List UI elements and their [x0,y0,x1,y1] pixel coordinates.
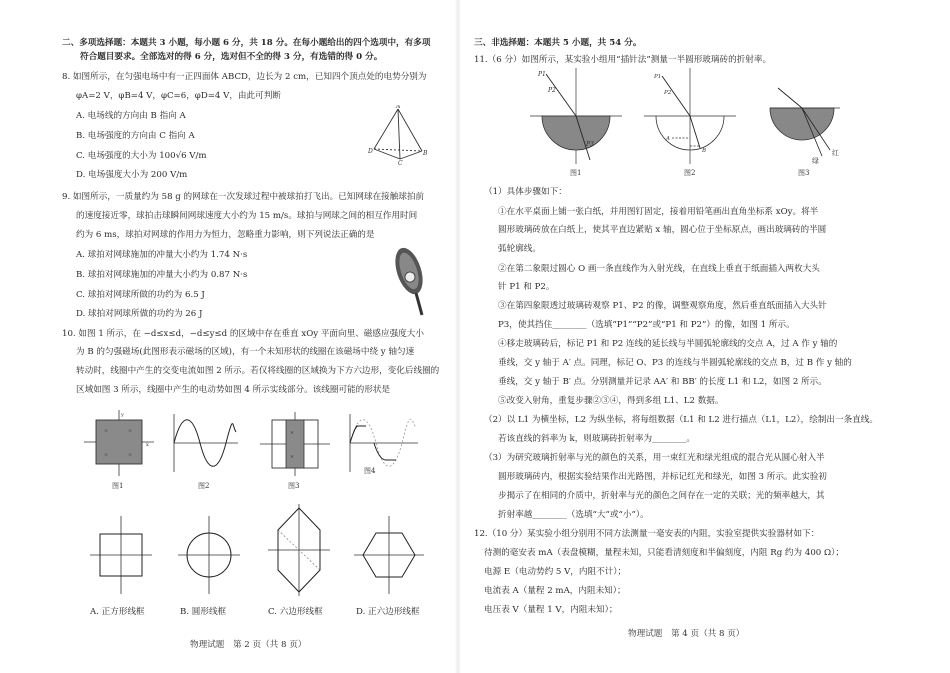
left-line-3: φA=2 V，φB=4 V，φC=6，φD=4 V，由此可判断 [76,91,281,101]
right-line-24: 电压表 V（量程 1 V，内阻未知）； [484,605,618,615]
left-line-18: 区域如图 3 所示，线圈中产生的电动势如图 4 所示实线部分。该线圈可能的形状是 [76,385,391,395]
figure-2-sine-wave [170,412,240,474]
fig11-label-1: 图1 [570,169,582,177]
option-9a: A. 球拍对网球施加的冲量大小约为 1.74 N·s [76,250,248,260]
right-line-16: （3）为研究玻璃折射率与光的颜色的关系，用一束红光和绿光组成的混合光从圆心射入半 [484,453,825,463]
right-line-17: 圆形玻璃砖内，根据实验结果作出光路图，并标记红光和绿光，如图 3 所示。此实验初 [498,472,827,482]
option-8c: C. 电场强度的大小为 100√6 V/m [76,151,207,161]
svg-text:A: A [396,105,401,110]
figure-3-strip-field [258,410,332,478]
svg-text:×: × [104,452,109,458]
page-gutter [455,0,461,673]
option-8b: B. 电场强度的方向由 C 指向 A [76,131,195,141]
svg-text:P1: P1 [538,71,546,78]
figure-1-magnetic-field [82,408,156,478]
svg-text:×: × [290,430,295,436]
tetrahedron-figure [368,105,428,165]
right-line-5: 弧轮廓线。 [498,244,541,254]
right-line-0: 三、非选择题：本题共 5 小题，共 54 分。 [474,38,642,48]
right-line-18: 步揭示了在相同的介质中，折射率与光的颜色之间存在一定的关联；光的频率越大，其 [498,491,825,501]
right-page [462,0,950,673]
option-d-regular-hexagon-coil [352,514,426,596]
refraction-figure-2 [642,68,738,166]
fig-label-3: 图3 [288,482,300,490]
right-line-19: 折射率越________（选填“大”或“小”）。 [498,510,649,520]
right-line-3: ①在水平桌面上铺一张白纸，并用图钉固定，接着用铅笔画出直角坐标系 xOy。将半 [498,207,819,217]
svg-text:B: B [423,150,428,157]
fig-label-4: 图4 [364,467,376,475]
left-line-10: 约为 6 ms，球拍对网球的作用力为恒力，忽略重力影响，则下列说法正确的是 [76,230,375,240]
right-line-21: 待测的毫安表 mA（表盘模糊，量程未知，只能看清刻度和半偏刻度，内阻 Rg 约为 400 Ω）； [484,548,844,558]
fig-label-1: 图1 [112,482,124,490]
right-line-7: 针 P1 和 P2。 [498,282,555,292]
option-a-square-coil [88,514,154,596]
right-line-2: （1）具体步骤如下： [484,187,567,197]
svg-text:×: × [104,428,109,434]
right-line-22: 电源 E（电动势约 5 V，内阻不计）； [484,567,627,577]
left-footer: 物理试题 第 2 页（共 8 页） [190,640,307,650]
right-line-6: ②在第二象限过圆心 O 画一条直线作为入射光线，在直线上垂直于纸面插入两枚大头 [498,264,820,274]
svg-text:B: B [702,148,707,154]
option-8d: D. 电场强度大小为 200 V/m [76,170,188,180]
right-line-1: 11.（6 分）如图所示，某实验小组用“插针法”测量一半圆形玻璃砖的折射率。 [474,55,772,65]
left-line-9: 的速度接近零，球拍击球瞬间网球速度大小约为 15 m/s。球拍与网球之间的相互作用时间 [76,211,418,221]
right-line-13: ⑤改变入射角，重复步骤②③④，得到多组 L1、L2 数据。 [498,396,724,406]
svg-text:P1: P1 [654,74,662,80]
right-line-11: 垂线，交 y 轴于 A′ 点。同理，标记 O、P3 的连线与半圆弧轮廓线的交点 B，过 B 作 y 轴的 [498,358,852,368]
left-line-16: 为 B 的匀强磁场(此图形表示磁场的区域)，有一个未知形状的线圈在该磁场中绕 y 轴匀速 [76,347,415,357]
svg-text:×: × [290,454,295,460]
option-10b: B. 圆形线框 [180,607,227,617]
svg-text:P2: P2 [664,90,672,96]
svg-text:A: A [666,136,670,142]
svg-text:x: x [146,442,149,448]
option-10c: C. 六边形线框 [268,607,323,617]
option-b-circle-coil [176,514,242,596]
fig11-label-3: 图3 [798,169,810,177]
right-line-4: 圆形玻璃砖放在白纸上，使其平直边紧贴 x 轴，圆心位于坐标原点，画出玻璃砖的半圆 [498,225,827,235]
option-8a: A. 电场线的方向由 B 指向 A [76,111,186,121]
option-10a: A. 正方形线框 [90,607,145,617]
svg-text:C: C [398,160,403,165]
left-line-0: 二、多项选择题：本题共 3 小题，每小题 6 分，共 18 分。在每小题给出的四个选项中，有多项 [62,38,431,48]
svg-text:P2: P2 [548,87,556,94]
fig3-green-label: 绿 [812,157,819,165]
right-footer: 物理试题 第 4 页（共 8 页） [628,629,745,639]
fig3-red-label: 红 [832,149,839,157]
option-9d: D. 球拍对网球所做的功约为 26 J [76,309,203,319]
left-page [0,0,462,673]
left-line-15: 10. 如图 1 所示，在 −d≤x≤d，−d≤y≤d 的区域中存在垂直 xOy 平面向里、磁感应强度大小 [62,329,424,339]
right-line-12: 垂线，交 y 轴于 B′ 点。分别测量并记录 AA′ 和 BB′ 的长度 L1 和 L2，如图 2 所示。 [498,377,827,387]
option-9b: B. 球拍对网球施加的冲量大小约为 0.87 N·s [76,270,248,280]
svg-text:×: × [128,428,133,434]
fig11-label-2: 图2 [684,169,696,177]
option-9c: C. 球拍对网球所做的功约为 6.5 J [76,290,205,300]
svg-text:×: × [128,452,133,458]
option-c-hexagon-coil [266,502,332,598]
right-line-9: P3，使其挡住________（选填“P1”“P2”或“P1 和 P2”）的像，如图 1 所示。 [498,320,795,330]
fig-label-2: 图2 [198,482,210,490]
refraction-figure-1 [528,68,624,166]
option-10d: D. 正六边形线框 [356,607,420,617]
left-line-8: 9. 如图所示，一质量约为 58 g 的网球在一次发球过程中被球拍打飞出。已知网球在接触球拍前 [62,192,425,202]
figure-4-emf-wave [346,412,420,474]
left-line-2: 8. 如图所示，在匀强电场中有一正四面体 ABCD，边长为 2 cm，已知四个顶点处的电势分别为 [62,72,427,82]
tennis-racket-image [388,245,430,317]
right-line-15: 若该直线的斜率为 k，则玻璃砖折射率为________。 [498,434,696,444]
right-line-10: ④移走玻璃砖后，标记 P1 和 P2 连线的延长线与半圆弧轮廓线的交点 A，过 A 作 y 轴的 [498,339,838,349]
right-line-20: 12.（10 分）某实验小组分别用不同方法测量一毫安表的内阻，实验室提供实验器材如下： [474,529,820,539]
svg-text:y: y [121,412,124,418]
left-line-17: 转动时，线圈中产生的交变电流如图 2 所示。若仅将线圈的区域换为下方六边形，变化后线圈的 [76,366,440,376]
left-line-1: 符合题目要求。全部选对的得 6 分，选对但不全的得 3 分，有选错的得 0 分。 [80,52,383,62]
right-line-23: 电流表 A（量程 2 mA，内阻未知）； [484,586,626,596]
svg-text:D: D [368,148,373,155]
svg-text:P3: P3 [586,141,594,148]
right-line-14: （2）以 L1 为横坐标，L2 为纵坐标，将每组数据（L1 和 L2 进行描点（L1，L2），绘制出一条直线。 [484,415,878,425]
right-line-8: ③在第四象限透过玻璃砖观察 P1、P2 的像，调整观察角度，然后垂直纸面插入大头针 [498,301,827,311]
